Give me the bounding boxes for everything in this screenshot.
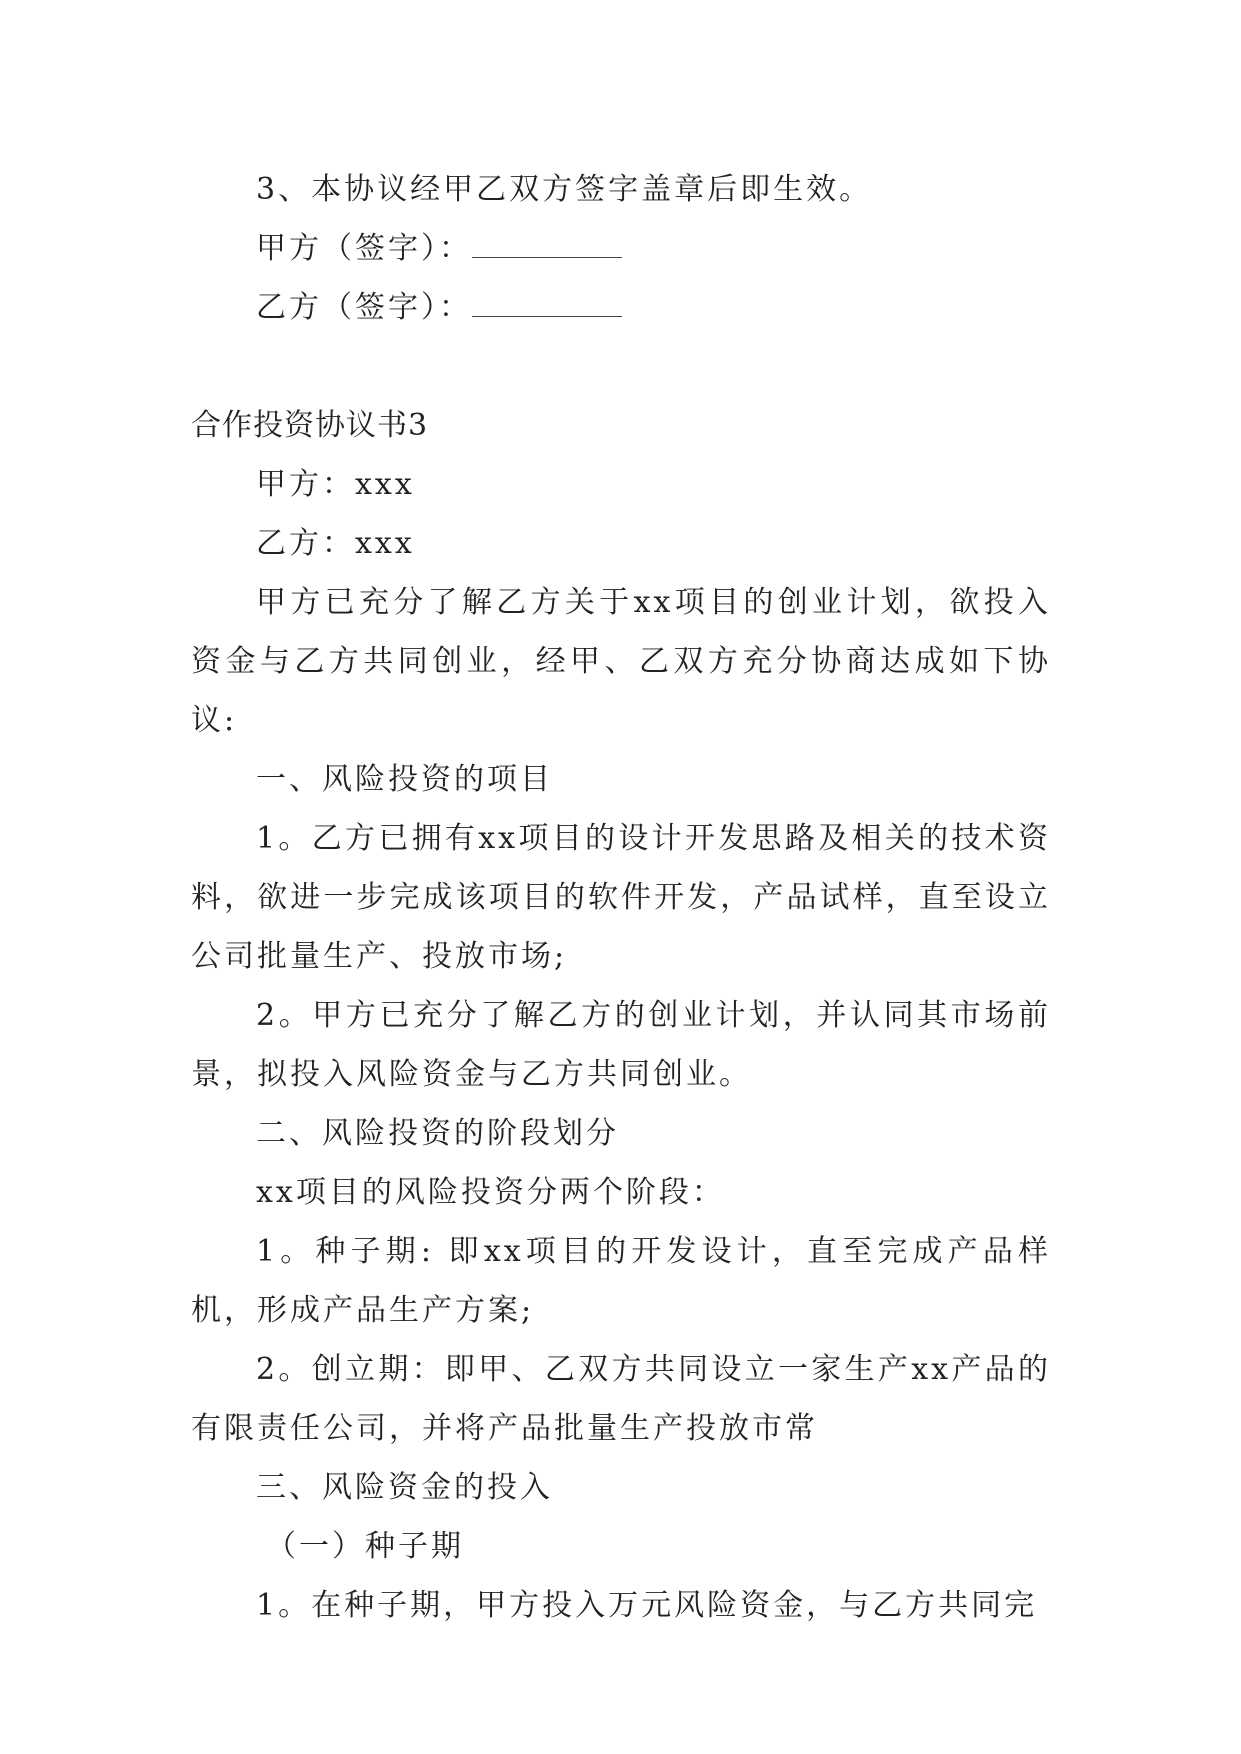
item-2-1-paragraph: 1。种子期: 即xx项目的开发设计，直至完成产品样机，形成产品生产方案;: [191, 1234, 1051, 1328]
spacer: [191, 337, 1051, 396]
section-heading-2: 二、风险投资的阶段划分: [256, 1116, 619, 1151]
agreement-title: 合作投资协议书3: [191, 408, 429, 443]
item-2-2-paragraph: 2。创立期：即甲、乙双方共同设立一家生产xx产品的有限责任公司，并将产品批量生产投放市常: [191, 1352, 1051, 1446]
party-a-signature-blank: [472, 233, 622, 258]
item-3-1-paragraph: 1。在种子期，甲方投入万元风险资金，与乙方共同完: [256, 1588, 1038, 1623]
preamble-paragraph: 甲方已充分了解乙方关于xx项目的创业计划，欲投入资金与乙方共同创业，经甲、乙双方充分协商达成如下协议:: [191, 585, 1051, 738]
clause-3: 3、本协议经甲乙双方签字盖章后即生效。: [256, 172, 873, 207]
party-a-signature-line: [191, 219, 1051, 278]
item-1-1-paragraph: 1。乙方已拥有xx项目的设计开发思路及相关的技术资料，欲进一步完成该项目的软件开发，产品试样，直至设立公司批量生产、投放市场;: [191, 821, 1051, 974]
item-1-2-paragraph: 2。甲方已充分了解乙方的创业计划，并认同其市场前景，拟投入风险资金与乙方共同创业。: [191, 998, 1051, 1092]
party-b: 乙方：xxx: [256, 526, 415, 561]
party-b-signature-line: [191, 278, 1051, 337]
party-a-sign-label: 甲方（签字）：: [256, 231, 472, 266]
party-b-signature-blank: [472, 292, 622, 317]
party-b-sign-label: 乙方（签字）：: [256, 290, 472, 325]
document-body: [191, 160, 1051, 1635]
party-a: 甲方：xxx: [256, 467, 415, 502]
sub-heading-seed-stage: （一）种子期: [266, 1529, 464, 1564]
stage-intro: xx项目的风险投资分两个阶段：: [256, 1175, 725, 1210]
section-heading-3: 三、风险资金的投入: [256, 1470, 553, 1505]
section-heading-1: 一、风险投资的项目: [256, 762, 553, 797]
